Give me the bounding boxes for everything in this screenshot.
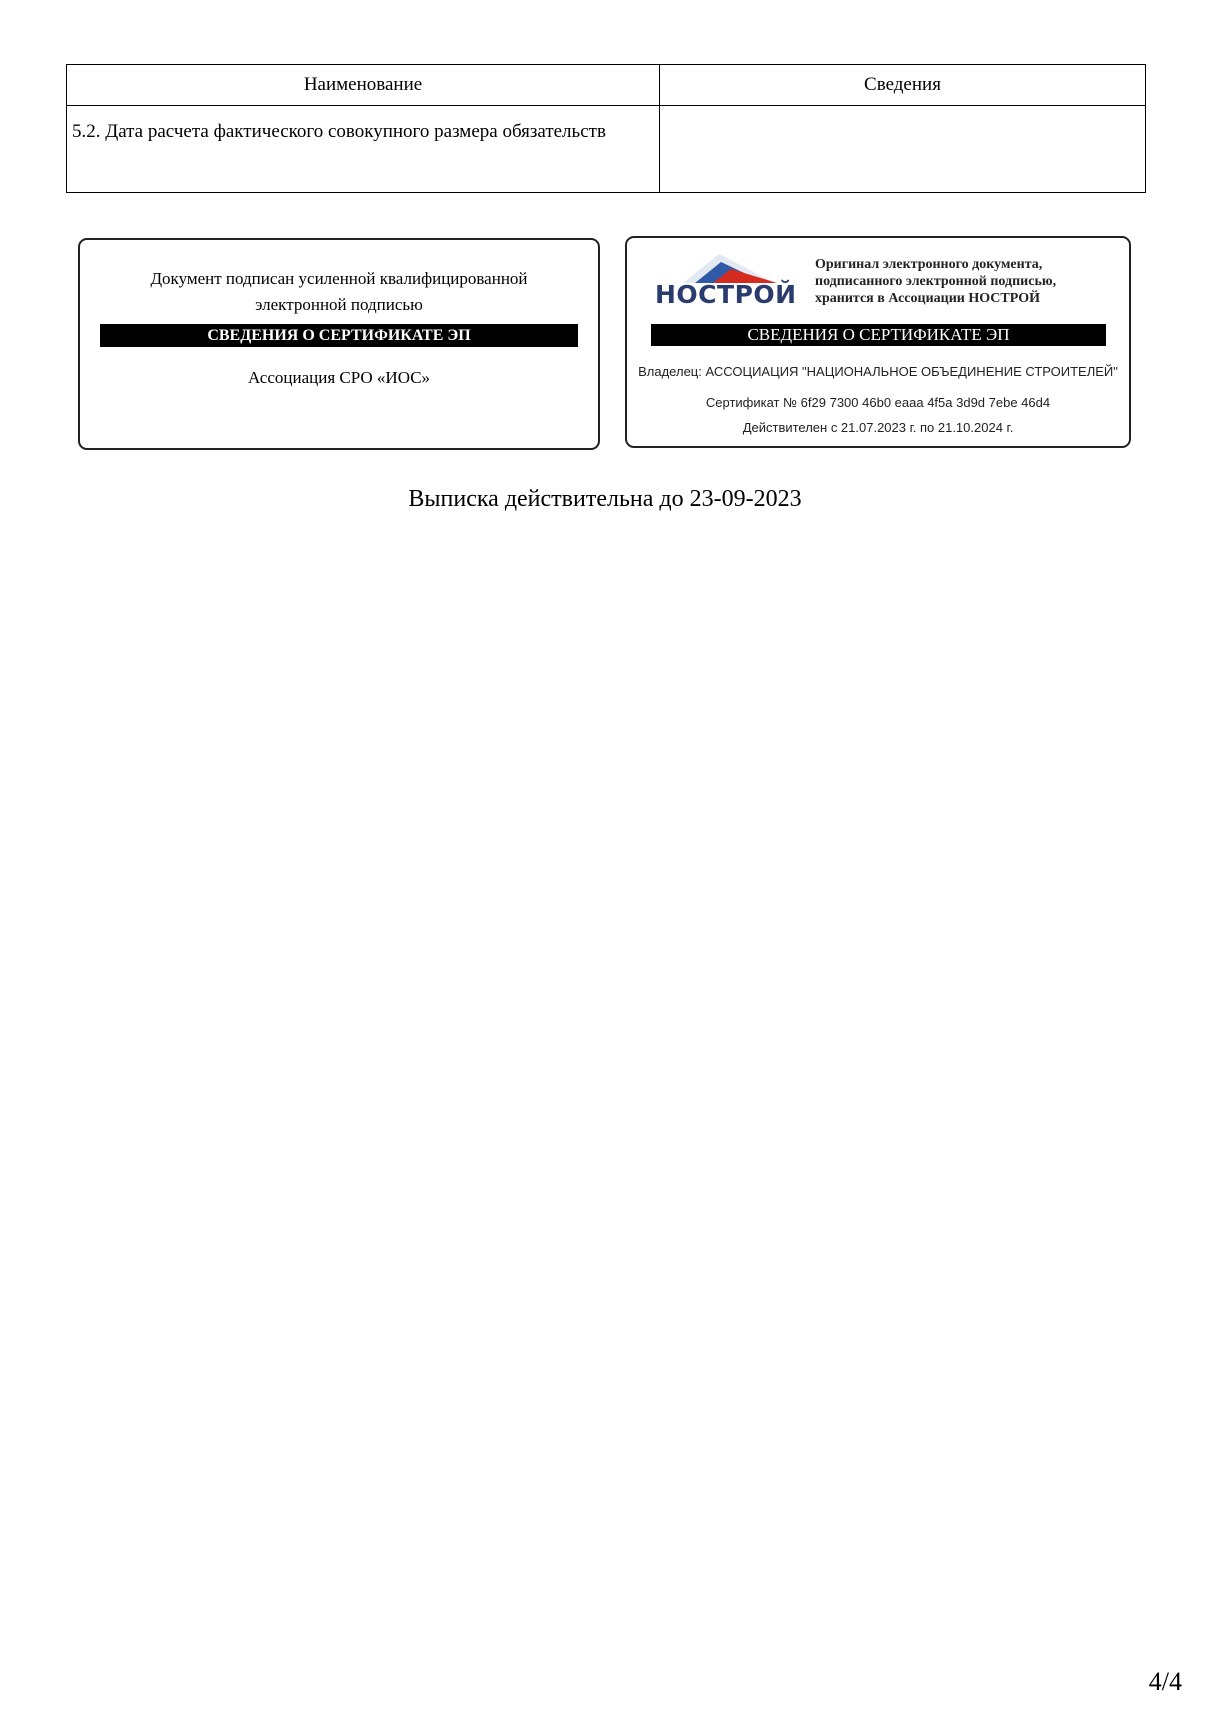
header-name: Наименование xyxy=(67,65,660,106)
table-row xyxy=(67,106,1146,193)
signed-note-line: электронной подписью xyxy=(255,295,423,314)
signed-note-line: Документ подписан усиленной квалифицированной xyxy=(150,269,528,288)
nostroy-stamp xyxy=(625,236,1131,448)
certificate-validity: Действителен с 21.07.2023 г. по 21.10.2024 г. xyxy=(742,420,1014,435)
original-note-line: подписанного электронной подписью, xyxy=(815,274,1057,289)
certificate-number: Сертификат № 6f29 7300 46b0 eaaa 4f5a 3d9d 7ebe 46d4 xyxy=(705,395,1051,410)
flag-roof-icon xyxy=(655,250,795,284)
page-number: 4/4 xyxy=(1148,1667,1182,1696)
info-table xyxy=(66,64,1146,193)
signed-note xyxy=(80,266,598,318)
logo-text: НОСТРОЙ xyxy=(655,280,797,309)
certificate-bar: СВЕДЕНИЯ О СЕРТИФИКАТЕ ЭП xyxy=(100,324,578,347)
original-note-line: Оригинал электронного документа, xyxy=(815,257,1043,272)
original-note-line: хранится в Ассоциации НОСТРОЙ xyxy=(815,291,1040,306)
extract-validity: Выписка действительна до 23-09-2023 xyxy=(408,486,802,512)
table-header-row xyxy=(67,65,1146,106)
certificate-owner: Владелец: АССОЦИАЦИЯ "НАЦИОНАЛЬНОЕ ОБЪЕДИНЕНИЕ СТРОИТЕЛЕЙ" xyxy=(638,364,1118,379)
certificate-bar: СВЕДЕНИЯ О СЕРТИФИКАТЕ ЭП xyxy=(651,324,1106,346)
organization-name: Ассоциация СРО «ИОС» xyxy=(247,368,431,387)
row-value-cell xyxy=(660,106,1146,193)
row-name-cell: 5.2. Дата расчета фактического совокупного размера обязательств xyxy=(67,106,660,193)
header-value: Сведения xyxy=(660,65,1146,106)
signature-stamp xyxy=(78,238,600,450)
original-note xyxy=(815,256,1056,307)
nostroy-logo xyxy=(655,250,795,310)
